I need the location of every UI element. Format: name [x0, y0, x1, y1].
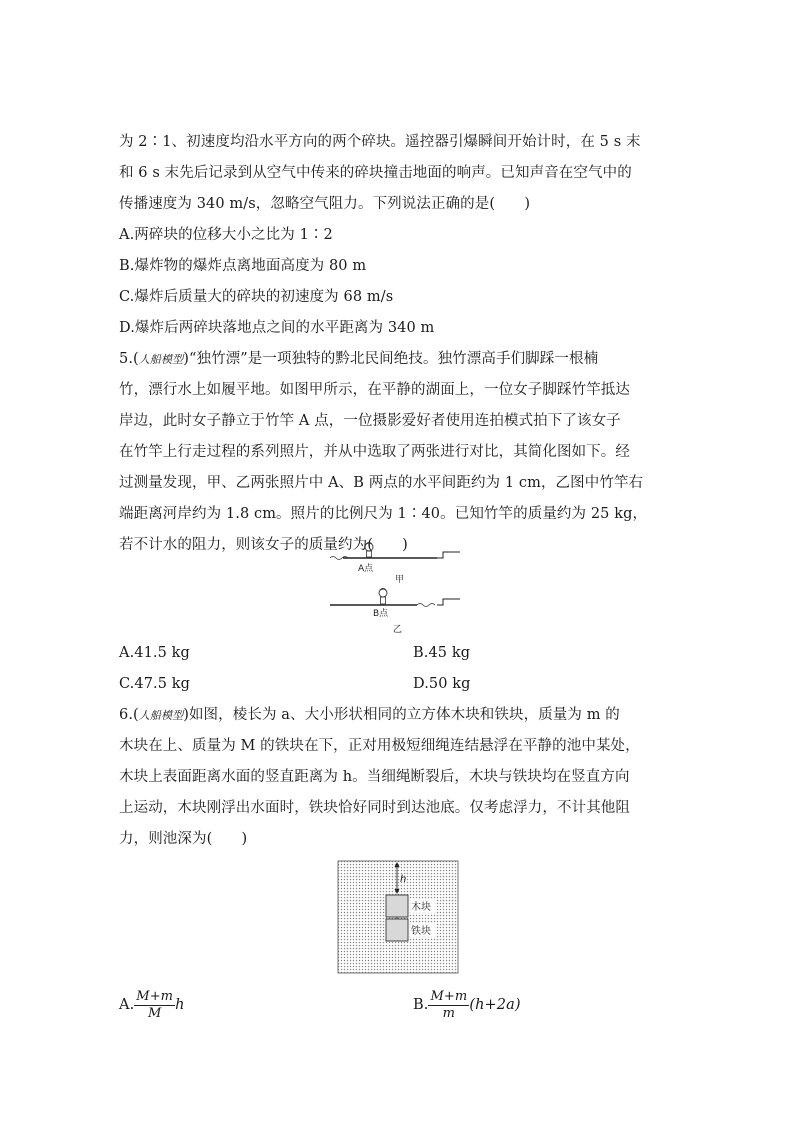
q5-figure — [325, 540, 475, 638]
q5-text-line-5: 过测量发现，甲、乙两张照片中 A、B 两点的水平间距约为 1 cm，乙图中竹竿右 — [119, 475, 644, 491]
q6-option-b-prefix: B. — [413, 997, 429, 1013]
q6-text-line-1 — [119, 705, 679, 726]
q4-text-line-2: 和 6 s 末先后记录到从空气中传来的碎块撞击地面的响声。已知声音在空气中的 — [119, 165, 632, 181]
q5-number: 5.( — [119, 351, 139, 367]
q5-option-c[interactable]: C.47.5 kg — [119, 676, 191, 692]
q4-option-b[interactable]: B.爆炸物的爆炸点离地面高度为 80 m — [119, 258, 367, 274]
iron-label: 铁块 — [411, 926, 431, 937]
q5-text-line-2: 竹，漂行水上如履平地。如图甲所示，在平静的湖面上，一位女子脚踩竹竿抵达 — [119, 382, 630, 398]
yi-bank — [437, 599, 460, 605]
wood-block — [386, 895, 408, 917]
q5-option-d[interactable]: D.50 kg — [413, 676, 471, 692]
yi-label-b: B点 — [373, 609, 389, 619]
q4-option-a[interactable]: A.两碎块的位移大小之比为 1∶2 — [119, 227, 333, 243]
q5-text-line-6: 端距离河岸约为 1.8 cm。照片的比例尺为 1∶40。已知竹竿的质量约为 25 kg， — [119, 506, 648, 522]
q5-tag: 人船模型 — [138, 353, 184, 366]
q4-option-d[interactable]: D.爆炸后两碎块落地点之间的水平距离为 340 m — [119, 320, 435, 336]
yi-person-icon — [379, 589, 387, 605]
q6-pool-figure — [337, 860, 459, 974]
q6-option-a-suffix: h — [175, 997, 185, 1013]
q4-option-c[interactable]: C.爆炸后质量大的碎块的初速度为 68 m/s — [119, 289, 394, 305]
jia-bank — [437, 552, 460, 558]
jia-person-icon — [365, 543, 373, 559]
q6-line1-rest: )如图，棱长为 a、大小形状相同的立方体木块和铁块，质量为 m 的 — [183, 707, 620, 723]
yi-water-right — [417, 604, 435, 607]
q4-text-line-3: 传播速度为 340 m/s，忽略空气阻力。下列说法正确的是( ) — [119, 196, 531, 212]
q5-text-line-7: 若不计水的阻力，则该女子的质量约为( ) — [119, 537, 408, 553]
wood-label: 木块 — [411, 902, 431, 913]
q6-text-line-2: 木块在上、质量为 M 的铁块在下，正对用极短细绳连结悬浮在平静的池中某处， — [119, 738, 640, 754]
jia-label-a: A点 — [358, 564, 374, 574]
q6-text-line-3: 木块上表面距离水面的竖直距离为 h。当细绳断裂后，木块与铁块均在竖直方向 — [119, 769, 630, 785]
q6-option-a-denominator: M — [147, 1005, 162, 1021]
q5-text-line-3: 岸边，此时女子静立于竹竿 A 点，一位摄影爱好者使用连拍模式拍下了该女子 — [119, 413, 621, 429]
iron-block — [386, 919, 408, 941]
jia-label: 甲 — [395, 575, 405, 585]
q4-text-line-1: 为 2∶1、初速度均沿水平方向的两个碎块。遥控器引爆瞬间开始计时，在 5 s 末 — [119, 134, 641, 150]
q6-option-b-numerator: M+m — [430, 988, 468, 1004]
q6-option-a-prefix: A. — [119, 997, 135, 1013]
q6-option-b[interactable] — [413, 985, 794, 1025]
q6-text-line-5: 力，则池深为( ) — [119, 831, 248, 847]
q5-text-line-4: 在竹竿上行走过程的系列照片，并从中选取了两张进行对比，其简化图如下。经 — [119, 444, 630, 460]
q6-option-a-numerator: M+m — [136, 988, 174, 1004]
q5-option-b[interactable]: B.45 kg — [413, 645, 471, 661]
q6-tag: 人船模型 — [138, 709, 184, 722]
q5-option-a[interactable]: A.41.5 kg — [119, 645, 190, 661]
q6-option-b-suffix: (h+2a) — [469, 997, 521, 1013]
yi-label: 乙 — [393, 625, 403, 635]
q6-option-b-denominator: m — [442, 1005, 456, 1021]
q6-text-line-4: 上运动，木块刚浮出水面时，铁块恰好同时到达池底。仅考虑浮力，不计其他阻 — [119, 800, 630, 816]
q6-option-a-fraction — [134, 989, 175, 1022]
q5-text-line-1 — [119, 349, 679, 370]
q6-option-b-fraction — [428, 989, 469, 1022]
h-label: h — [400, 874, 407, 885]
q6-number: 6.( — [119, 707, 139, 723]
q5-line1-rest: )“独竹漂”是一项独特的黔北民间绝技。独竹漂高手们脚踩一根楠 — [183, 351, 599, 367]
